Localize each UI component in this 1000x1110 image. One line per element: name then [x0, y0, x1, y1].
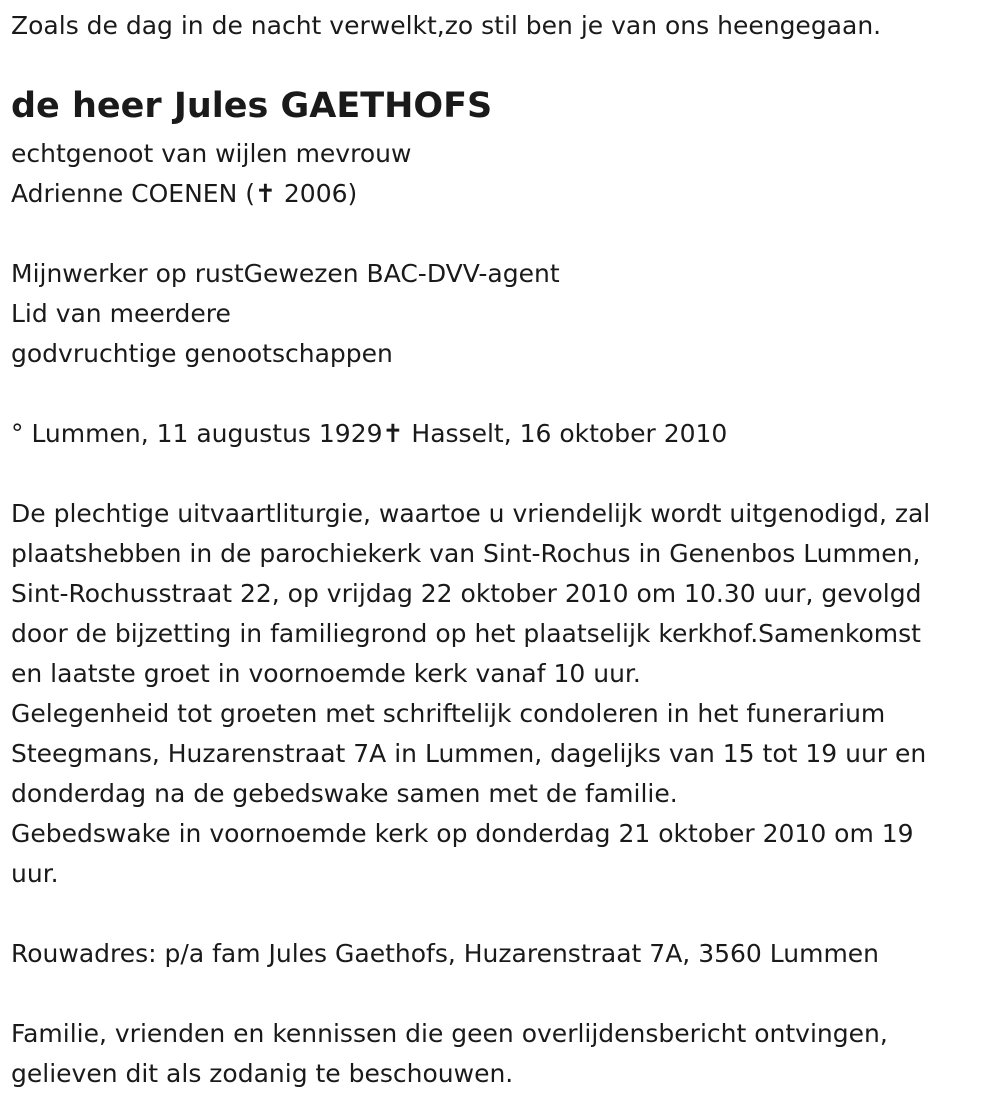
- spouse-line: Adrienne COENEN (✝ 2006): [11, 179, 358, 208]
- funeral-line: Gelegenheid tot groeten met schriftelijk condoleren in het funerarium: [11, 699, 886, 728]
- closing-note: [11, 1014, 888, 1094]
- funeral-line: Gebedswake in voornoemde kerk op donderdag 21 oktober 2010 om 19: [11, 819, 914, 848]
- funeral-line: donderdag na de gebedswake samen met de familie.: [11, 779, 678, 808]
- occupation-line: godvruchtige genootschappen: [11, 339, 393, 368]
- funeral-line: door de bijzetting in familiegrond op het plaatselijk kerkhof.Samenkomst: [11, 619, 921, 648]
- closing-line: Familie, vrienden en kennissen die geen overlijdensbericht ontvingen,: [11, 1019, 888, 1048]
- occupation-info: [11, 254, 560, 374]
- spouse-line: echtgenoot van wijlen mevrouw: [11, 139, 412, 168]
- occupation-line: Lid van meerdere: [11, 299, 231, 328]
- birth-death-dates: [11, 414, 727, 454]
- funeral-line: plaatshebben in de parochiekerk van Sint-Rochus in Genenbos Lummen,: [11, 539, 921, 568]
- funeral-line: Sint-Rochusstraat 22, op vrijdag 22 oktober 2010 om 10.30 uur, gevolgd: [11, 579, 922, 608]
- opening-quote: Zoals de dag in de nacht verwelkt,zo stil ben je van ons heengegaan.: [11, 11, 882, 40]
- address-line: Rouwadres: p/a fam Jules Gaethofs, Huzarenstraat 7A, 3560 Lummen: [11, 939, 880, 968]
- occupation-line: Mijnwerker op rustGewezen BAC-DVV-agent: [11, 259, 560, 288]
- mourning-address: [11, 934, 879, 974]
- funeral-line: Steegmans, Huzarenstraat 7A in Lummen, dagelijks van 15 tot 19 uur en: [11, 739, 927, 768]
- funeral-line: en laatste groet in voornoemde kerk vanaf 10 uur.: [11, 659, 641, 688]
- deceased-name: de heer Jules GAETHOFS: [11, 86, 493, 126]
- funeral-details: [11, 494, 930, 894]
- dates-line: ° Lummen, 11 augustus 1929✝ Hasselt, 16 oktober 2010: [11, 419, 728, 448]
- spouse-info: [11, 134, 411, 214]
- funeral-line: uur.: [11, 859, 59, 888]
- funeral-line: De plechtige uitvaartliturgie, waartoe u vriendelijk wordt uitgenodigd, zal: [11, 499, 931, 528]
- closing-line: gelieven dit als zodanig te beschouwen.: [11, 1059, 514, 1088]
